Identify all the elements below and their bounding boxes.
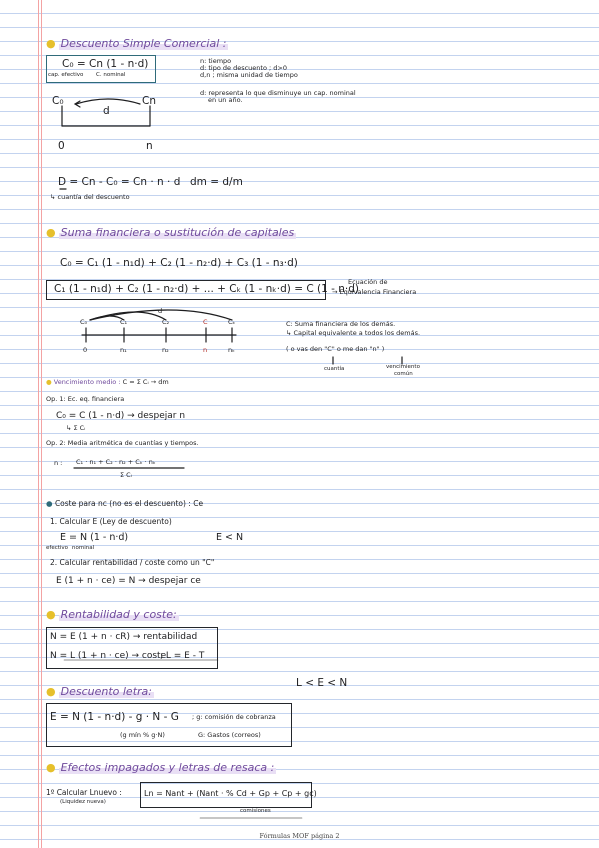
section-title-suma-financiera: ● Suma financiera o sustitución de capitales [46,226,295,239]
bullet-icon: ● [46,685,56,698]
step-2-equation: E (1 + n · ce) = N → despejar ce [56,576,201,586]
note-misma-unidad: d,n ; misma unidad de tiempo [200,71,298,79]
option-1-sub: ↳ Σ Cᵢ [66,424,86,432]
label-liquidez-nueva: (Liquidez nueva) [60,799,106,805]
timeline-n1: n₁ [120,346,127,354]
section-title-rentabilidad: ● Rentabilidad y coste: [46,608,177,621]
label-comision-cobranza: ; g: comisión de cobranza [192,713,276,721]
label-cap-efectivo: cap. efectivo [48,72,84,78]
note-capital-equivalente: ↳ Capital equivalente a todos los demás. [286,329,421,337]
formula-box-letra [46,703,292,747]
diagram-label-n: n [146,140,153,152]
formula-D: D = Cn - C₀ = Cn · n · d [58,176,181,188]
diagram-label-c0: C₀ [52,95,64,107]
diagram-label-cn: Cn [142,95,156,107]
inequality-l-e-n: L < E < N [296,677,348,689]
diagram-label-0: 0 [58,140,65,152]
formula-lnuevo: Ln = Nant + (Nant · % Cd + Gp + Cp + gc) [144,789,317,798]
bullet-icon: ● [46,226,56,239]
timeline-nk: nₖ [228,346,235,354]
section-title-coste: ● Coste para nc (no es el descuento) : Ce [46,499,204,508]
label-cuantia-descuento: ↳ cuantía del descuento [50,193,130,201]
fraction-n-label: n : [54,459,63,467]
timeline-c: C [203,318,208,326]
option-1-equation: C₀ = C (1 - n·d) → despejar n [56,411,186,421]
note-representa: d: representa lo que disminuye un cap. nominal [200,89,356,97]
label-ecuacion-de: Ecuación de [348,278,388,286]
section-title-efectos-impagados: ● Efectos impagados y letras de resaca : [46,761,275,774]
section-title-vencimiento-medio: ● Vencimiento medio : C = Σ Cᵢ → dm [46,378,169,386]
note-tiempo: n: tiempo [200,57,232,65]
option-1-label: Op. 1: Ec. eq. financiera [46,395,125,403]
bullet-icon: ● [46,761,56,774]
formula-dm: dm = d/m [190,176,243,188]
diagram-label-d: d [103,105,110,117]
step-1-label: 1. Calcular E (Ley de descuento) [50,517,172,526]
formula-coste: N = L (1 + n · ce) → coste [50,651,167,661]
formula-rentabilidad: N = E (1 + n · cR) → rentabilidad [50,632,198,642]
label-equivalencia-financiera: → Equivalencia Financiera [332,288,417,296]
bullet-icon: ● [46,608,56,621]
fraction-denominator: Σ Cᵢ [120,471,132,479]
note-en-un-ano: en un año. [208,96,243,104]
section-title-descuento-letra: ● Descuento letra: [46,685,152,698]
step-calcular-lnuevo: 1º Calcular Lnuevo : [46,788,122,797]
equation-equivalencia: C₁ (1 - n₁d) + C₂ (1 - n₂·d) + ... + Cₖ (1 - nₖ·d) = C (1 - n·d) [54,283,360,295]
step-1-equation: E = N (1 - n·d) [60,532,129,543]
fraction-numerator: C₁ · n₁ + C₂ · n₂ + Cₖ · nₖ [76,458,156,466]
timeline-c1: C₁ [120,318,128,326]
label-g-min: (g mín % g·N) [120,731,165,739]
timeline-c0: C₀ [80,318,88,326]
label-cuantia: cuantía [324,366,345,372]
timeline-ck: Cₖ [228,318,236,326]
section-title-descuento-simple: ● Descuento Simple Comercial : [46,37,227,50]
label-comisiones: comisiones [240,808,271,814]
label-vencimiento: vencimiento [386,364,420,370]
note-o-vas-den: ( o vas den "C" o me dan "n" ) [286,345,385,353]
bullet-icon: ● [46,499,53,508]
timeline-c2: C₂ [162,318,170,326]
label-c-nominal: C. nominal [96,72,126,78]
timeline-d: d [158,307,163,315]
label-efectivo: efectivo [46,545,69,551]
bullet-icon: ● [46,37,56,50]
bullet-icon: ● [46,378,52,386]
formula-c0: C₀ = Cn (1 - n·d) [62,58,149,70]
step-2-label: 2. Calcular rentabilidad / coste como un "C" [50,558,215,567]
timeline-0: 0 [83,346,88,354]
timeline-n2: n₂ [162,346,169,354]
note-tipo-descuento: d: tipo de descuento ; d>0 [200,64,287,72]
label-comun: común [394,371,413,377]
formula-letra: E = N (1 - n·d) - g · N - G [50,711,179,723]
label-gastos: G: Gastos (correos) [198,731,261,739]
equation-c0-sum: C₀ = C₁ (1 - n₁d) + C₂ (1 - n₂·d) + C₃ (1 - n₃·d) [60,257,298,269]
page-footer: Fórmulas MOF página 2 [259,832,340,840]
option-2-label: Op. 2: Media aritmética de cuantías y tiempos. [46,439,199,447]
formula-l-equals: ; L = E - T [160,651,205,661]
label-nominal: nominal [72,545,95,551]
inequality-e-lt-n: E < N [216,532,244,543]
timeline-n: n [203,346,208,354]
note-c-suma-financiera: C: Suma financiera de los demás. [286,320,396,328]
